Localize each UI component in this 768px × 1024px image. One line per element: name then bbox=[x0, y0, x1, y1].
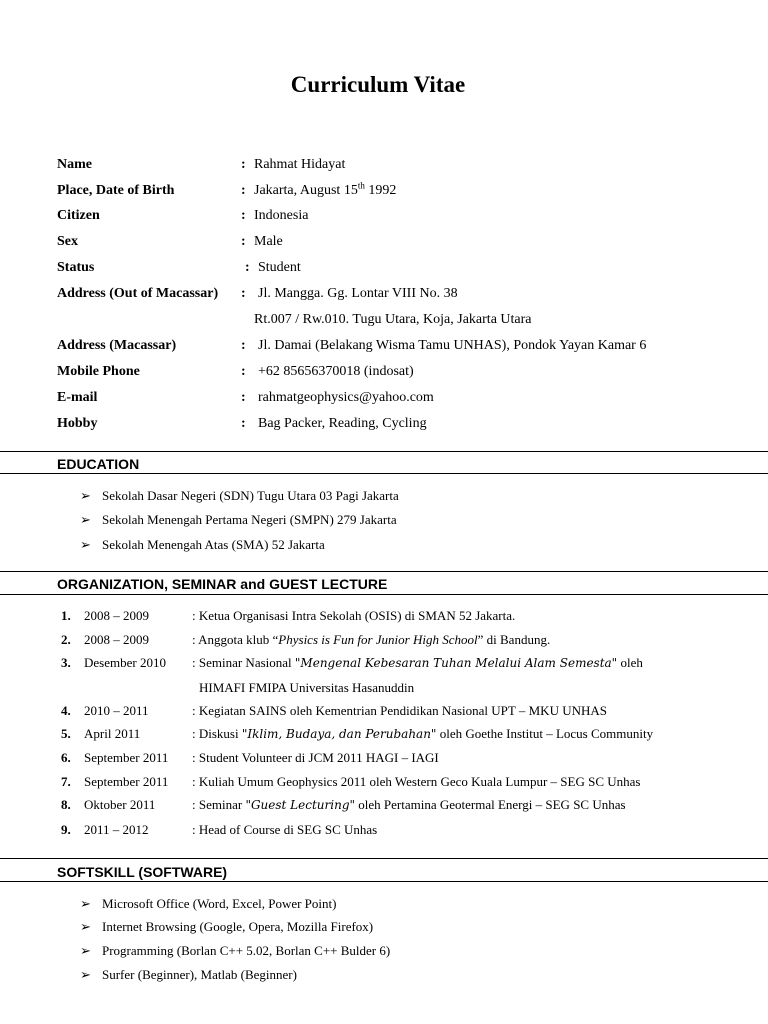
organization-item-number: 5. bbox=[61, 726, 71, 741]
softskill-item: Internet Browsing (Google, Opera, Mozilla Firefox) bbox=[102, 919, 374, 934]
organization-item-prefix: : Anggota klub “ bbox=[192, 632, 279, 647]
address-macassar-label: Address (Macassar) bbox=[57, 338, 177, 353]
birth-value-ordinal: th bbox=[357, 180, 365, 191]
organization-item-text bbox=[192, 655, 643, 671]
mobile-colon: : bbox=[241, 364, 246, 379]
organization-item-text bbox=[192, 632, 550, 648]
education-item: Sekolah Menengah Pertama Negeri (SMPN) 279 Jakarta bbox=[102, 512, 397, 527]
organization-item-text: : Student Volunteer di JCM 2011 HAGI – IAGI bbox=[192, 750, 439, 765]
organization-item-number: 2. bbox=[61, 632, 71, 647]
name-label: Name bbox=[57, 157, 92, 172]
organization-item-date: 2008 – 2009 bbox=[84, 632, 149, 647]
education-item: Sekolah Menengah Atas (SMA) 52 Jakarta bbox=[102, 537, 325, 552]
organization-item-date: 2008 – 2009 bbox=[84, 608, 149, 623]
education-heading: EDUCATION bbox=[57, 456, 140, 472]
citizen-label: Citizen bbox=[57, 208, 100, 223]
organization-item-text: : Head of Course di SEG SC Unhas bbox=[192, 822, 378, 837]
mobile-label: Mobile Phone bbox=[57, 364, 140, 379]
organization-item-number: 1. bbox=[61, 608, 71, 623]
name-colon: : bbox=[241, 157, 246, 172]
birth-value-year: 1992 bbox=[364, 183, 397, 198]
softskill-heading: SOFTSKILL (SOFTWARE) bbox=[57, 864, 228, 880]
softskill-top-rule bbox=[0, 858, 768, 859]
organization-item-text: : Kegiatan SAINS oleh Kementrian Pendidikan Nasional UPT – MKU UNHAS bbox=[192, 703, 607, 718]
bullet-arrow-icon: ➢ bbox=[80, 537, 91, 552]
sex-value: Male bbox=[254, 234, 283, 249]
bullet-arrow-icon: ➢ bbox=[80, 896, 91, 911]
organization-item-text: : Ketua Organisasi Intra Sekolah (OSIS) di SMAN 52 Jakarta. bbox=[192, 608, 516, 623]
citizen-value: Indonesia bbox=[254, 208, 309, 223]
softskill-item: Microsoft Office (Word, Excel, Power Point) bbox=[102, 896, 337, 911]
email-value: rahmatgeophysics@yahoo.com bbox=[258, 390, 434, 405]
address-out-colon: : bbox=[241, 286, 246, 301]
education-item: Sekolah Dasar Negeri (SDN) Tugu Utara 03 Pagi Jakarta bbox=[102, 488, 399, 503]
organization-item-number: 4. bbox=[61, 703, 71, 718]
email-colon: : bbox=[241, 390, 246, 405]
bullet-arrow-icon: ➢ bbox=[80, 943, 91, 958]
organization-item-number: 6. bbox=[61, 750, 71, 765]
organization-item-text bbox=[192, 726, 653, 742]
page-title: Curriculum Vitae bbox=[290, 72, 466, 97]
hobby-colon: : bbox=[241, 416, 246, 431]
birth-value bbox=[254, 180, 397, 199]
organization-bottom-rule bbox=[0, 594, 768, 595]
hobby-value: Bag Packer, Reading, Cycling bbox=[258, 416, 427, 431]
organization-heading: ORGANIZATION, SEMINAR and GUEST LECTURE bbox=[57, 576, 388, 592]
organization-item-date: April 2011 bbox=[84, 726, 141, 741]
organization-item-text: : Kuliah Umum Geophysics 2011 oleh Western Geco Kuala Lumpur – SEG SC Unhas bbox=[192, 774, 641, 789]
hobby-label: Hobby bbox=[57, 416, 98, 431]
bullet-arrow-icon: ➢ bbox=[80, 488, 91, 503]
organization-item-emphasis: Physics is Fun for Junior High School bbox=[278, 632, 478, 647]
softskill-item: Surfer (Beginner), Matlab (Beginner) bbox=[102, 967, 297, 982]
address-macassar-value: Jl. Damai (Belakang Wisma Tamu UNHAS), Pondok Yayan Kamar 6 bbox=[258, 338, 647, 353]
education-top-rule bbox=[0, 451, 768, 452]
organization-item-suffix: ” di Bandung. bbox=[477, 632, 551, 647]
organization-item-prefix: : Seminar Nasional bbox=[192, 655, 295, 670]
address-out-value: Jl. Mangga. Gg. Lontar VIII No. 38 bbox=[258, 286, 458, 301]
address-out-value-line2: Rt.007 / Rw.010. Tugu Utara, Koja, Jakarta Utara bbox=[254, 312, 532, 327]
organization-item-prefix: : Seminar bbox=[192, 797, 246, 812]
name-value: Rahmat Hidayat bbox=[254, 157, 346, 172]
address-macassar-colon: : bbox=[241, 338, 246, 353]
organization-item-emphasis: "Iklim, Budaya, dan Perubahan" bbox=[241, 727, 437, 741]
organization-item-emphasis: "Mengenal Kebesaran Tuhan Melalui Alam Semesta" bbox=[294, 656, 618, 670]
sex-label: Sex bbox=[57, 234, 78, 249]
organization-item-suffix: oleh bbox=[617, 655, 643, 670]
sex-colon: : bbox=[241, 234, 246, 249]
status-colon: : bbox=[245, 260, 250, 275]
birth-value-main: Jakarta, August 15 bbox=[254, 183, 358, 198]
status-value: Student bbox=[258, 260, 301, 275]
organization-item-date: 2010 – 2011 bbox=[84, 703, 149, 718]
softskill-item: Programming (Borlan C++ 5.02, Borlan C++ Bulder 6) bbox=[102, 943, 391, 958]
softskill-bottom-rule bbox=[0, 881, 768, 882]
organization-item-number: 9. bbox=[61, 822, 71, 837]
organization-item-prefix: : Diskusi bbox=[192, 726, 242, 741]
organization-item-text-line2: HIMAFI FMIPA Universitas Hasanuddin bbox=[199, 680, 415, 695]
organization-top-rule bbox=[0, 571, 768, 572]
organization-item-suffix: oleh Goethe Institut – Locus Community bbox=[436, 726, 654, 741]
address-out-label: Address (Out of Macassar) bbox=[57, 286, 219, 301]
organization-item-emphasis: "Guest Lecturing" bbox=[245, 798, 356, 812]
organization-item-text bbox=[192, 797, 626, 813]
organization-item-date: September 2011 bbox=[84, 774, 169, 789]
organization-item-date: Oktober 2011 bbox=[84, 797, 156, 812]
organization-item-date: 2011 – 2012 bbox=[84, 822, 149, 837]
bullet-arrow-icon: ➢ bbox=[80, 919, 91, 934]
citizen-colon: : bbox=[241, 208, 246, 223]
bullet-arrow-icon: ➢ bbox=[80, 967, 91, 982]
organization-item-number: 3. bbox=[61, 655, 71, 670]
birth-colon: : bbox=[241, 183, 246, 198]
organization-item-number: 7. bbox=[61, 774, 71, 789]
email-label: E-mail bbox=[57, 390, 98, 405]
bullet-arrow-icon: ➢ bbox=[80, 512, 91, 527]
status-label: Status bbox=[57, 260, 95, 275]
organization-item-date: September 2011 bbox=[84, 750, 169, 765]
mobile-value: +62 85656370018 (indosat) bbox=[258, 364, 414, 379]
education-bottom-rule bbox=[0, 473, 768, 474]
organization-item-number: 8. bbox=[61, 797, 71, 812]
organization-item-date: Desember 2010 bbox=[84, 655, 166, 670]
organization-item-suffix: oleh Pertamina Geotermal Energi – SEG SC Unhas bbox=[355, 797, 626, 812]
birth-label: Place, Date of Birth bbox=[57, 183, 175, 198]
